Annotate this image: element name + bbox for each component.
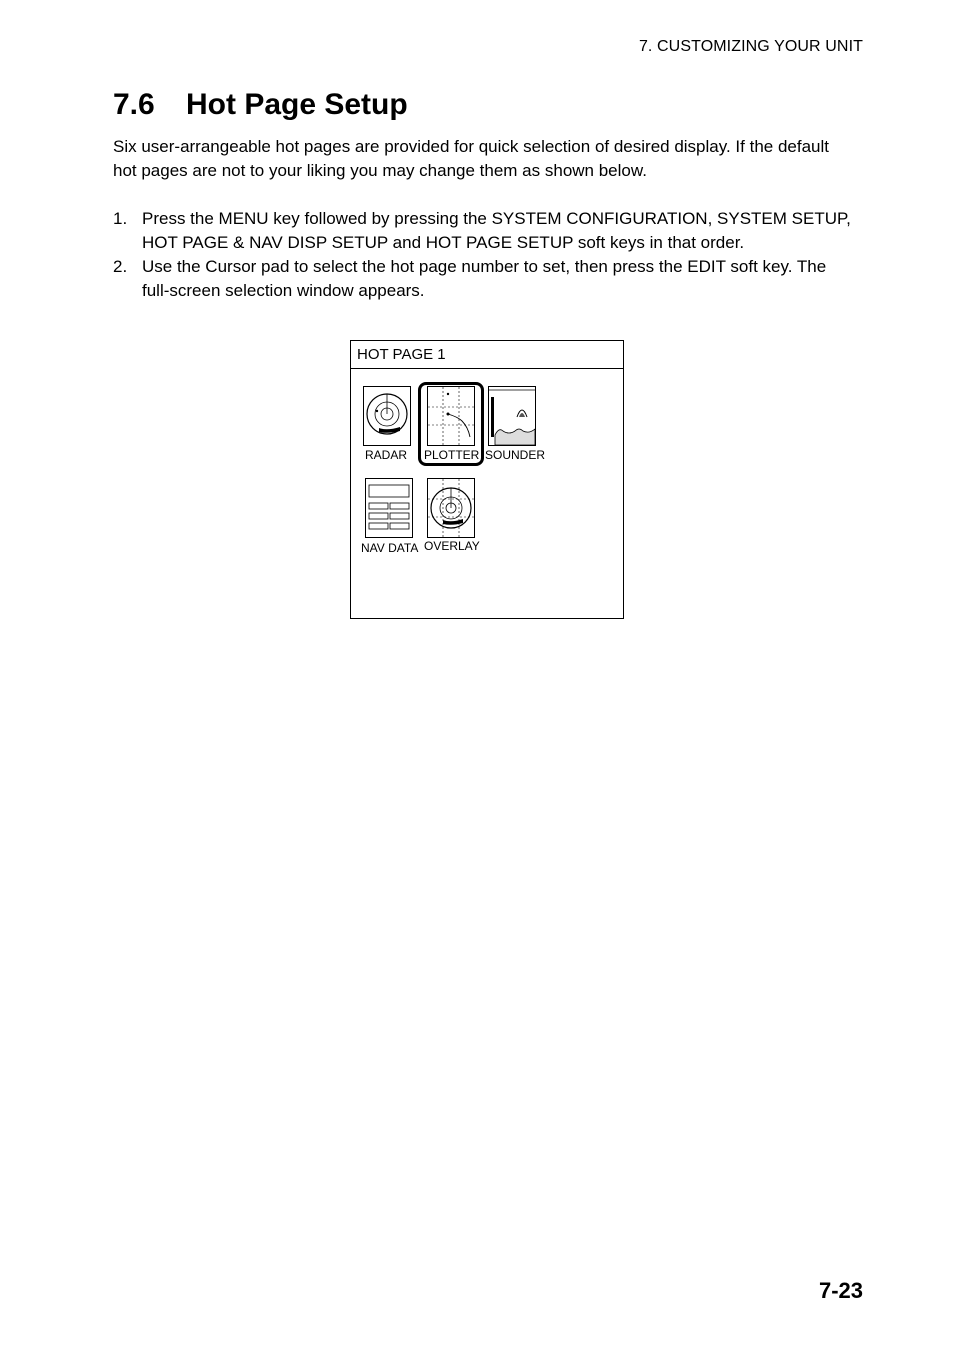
section-title-text: Hot Page Setup [186,88,408,121]
step-number: 2. [113,257,128,276]
step-text: Press the MENU key followed by pressing the SYSTEM CONFIGURATION, SYSTEM SETUP, HOT PAGE & NAV DISP SETUP and HOT PAGE SETUP soft keys in that order. [142,209,851,252]
step-item [113,207,858,255]
tile-label-radar: RADAR [365,448,408,462]
step-text: Use the Cursor pad to select the hot page number to set, then press the EDIT soft key. The full-screen selection window appears. [142,257,827,300]
hot-page-window-title: HOT PAGE 1 [351,341,623,369]
intro-paragraph: Six user-arrangeable hot pages are provided for quick selection of desired display. If the default hot pages are not to your liking you may change them as shown below. [113,137,829,180]
running-header: 7. CUSTOMIZING YOUR UNIT [638,38,863,55]
tile-label-plotter: PLOTTER [424,448,480,462]
sounder-icon [488,386,536,446]
tile-label-sounder: SOUNDER [485,448,546,462]
hot-page-window [350,340,624,619]
step-item [113,255,858,303]
page-number: 7-23 [818,1278,863,1303]
radar-icon [363,386,411,446]
step-number: 1. [113,209,128,228]
nav-data-icon [365,478,413,538]
step-list [113,207,858,303]
plotter-icon [427,386,475,446]
tile-label-nav-data: NAV DATA [361,541,419,555]
section-title [113,88,408,122]
section-number: 7.6 [113,88,155,121]
tile-label-overlay: OVERLAY [424,539,480,553]
overlay-icon [427,478,475,538]
